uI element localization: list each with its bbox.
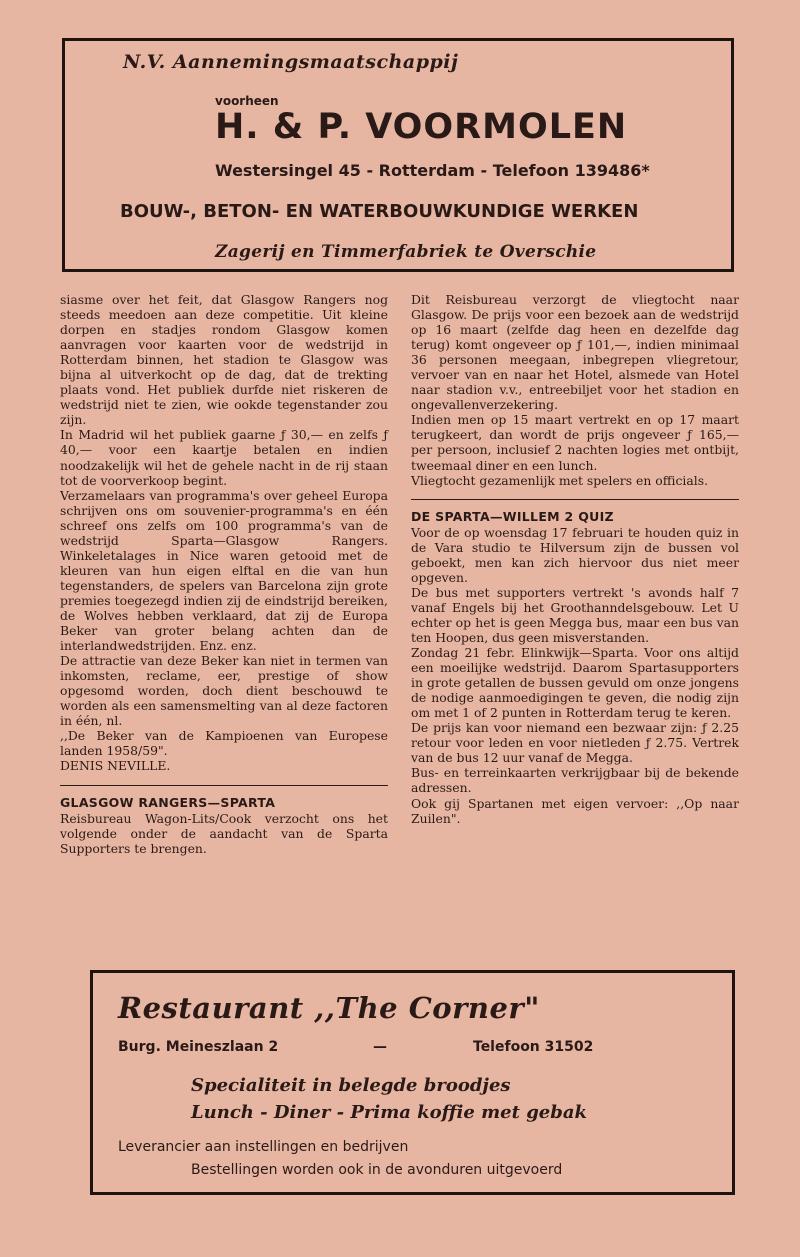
article-paragraph: siasme over het feit, dat Glasgow Rangers nog steeds meedoen aan deze competitie. Uit kleine dorpen en stadjes rondom Glasgow komen aanvragen voor kaarten voor de wedstrijd in Rotterdam binnen, het stadion te Glasgow was bijna al uitverkocht op de dag, dat de trekting plaats vond. Het publiek durfde niet riskeren de wedstrijd niet te zien, wie ookde tegenstander zou zijn. — [60, 292, 388, 428]
article-paragraph: Zondag 21 febr. Elinkwijk—Sparta. Voor ons altijd een moeilijke wedstrijd. Daarom Spartasupporters in grote getallen de bussen gevuld om onze jongens de nodige aanmoedigingen te geven, die nodig zijn om met 1 of 2 punten in Rotterdam terug te keren. — [411, 645, 739, 721]
article-paragraph: In Madrid wil het publiek gaarne ƒ 30,— en zelfs ƒ 40,— voor een kaartje betalen en indien noodzakelijk wil het de gehele nacht in de rij staan tot de voorverkoop begint. — [60, 427, 388, 488]
restaurant-advertisement — [90, 970, 735, 1195]
section-heading: DE SPARTA—WILLEM 2 QUIZ — [411, 508, 614, 524]
article-paragraph: Vliegtocht gezamenlijk met spelers en officials. — [411, 472, 709, 488]
article-paragraph: De bus met supporters vertrekt 's avonds half 7 vanaf Engels bij het Groothanndelsgebouw. Let U echter op het is geen Megga bus, maar een bus van ten Hoopen, dus geen misverstanden. — [411, 584, 739, 645]
article-author: DENIS NEVILLE. — [60, 758, 171, 774]
restaurant-specialty: Specialiteit in belegde broodjes — [191, 1075, 511, 1096]
restaurant-street: Burg. Meineszlaan 2 — [118, 1039, 279, 1055]
article-paragraph: Voor de op woensdag 17 februari te houden quiz in de Vara studio te Hilversum zijn de bussen vol geboekt, men kan zich hiervoor dus niet meer opgeven. — [411, 524, 739, 585]
article-paragraph: ,,De Beker van de Kampioenen van Europese landen 1958/59". — [60, 728, 388, 759]
article-paragraph: Dit Reisbureau verzorgt de vliegtocht naar Glasgow. De prijs voor een bezoek aan de wedstrijd op 16 maart (zelfde dag heen en dezelfde dag terug) komt ongeveer op ƒ 101,—, indien minimaal 36 personen meegaan, inbegrepen vliegretour, vervoer van en naar het Hotel, alsmede van Hotel naar stadion v.v., entreebiljet voor het stadion en ongevallenverzekering. — [411, 292, 739, 413]
restaurant-phone: Telefoon 31502 — [473, 1039, 594, 1055]
left-column — [60, 292, 388, 856]
article-paragraph: De attractie van deze Beker kan niet in termen van inkomsten, reclame, eer, prestige of show opgesomd worden, doch dient beschouwd te worden als een samensmelting van al deze factoren in één, nl. — [60, 653, 388, 729]
restaurant-supplier: Leverancier aan instellingen en bedrijven — [118, 1139, 409, 1155]
right-column — [411, 292, 739, 826]
restaurant-name: Restaurant ,,The Corner" — [118, 991, 540, 1025]
article-paragraph: Ook gij Spartanen met eigen vervoer: ,,Op naar Zuilen". — [411, 795, 739, 826]
company-type: N.V. Aannemingsmaatschappij — [123, 51, 459, 73]
firm-address: Westersingel 45 - Rotterdam - Telefoon 139486* — [215, 161, 650, 180]
divider — [411, 499, 739, 500]
section-heading: GLASGOW RANGERS—SPARTA — [60, 794, 276, 810]
firm-name: H. & P. VOORMOLEN — [215, 107, 628, 147]
firm-works: BOUW-, BETON- EN WATERBOUWKUNDIGE WERKEN — [120, 201, 639, 222]
formerly-label: voorheen — [215, 94, 279, 108]
article-paragraph: Bus- en terreinkaarten verkrijgbaar bij de bekende adressen. — [411, 765, 739, 796]
article-paragraph: Verzamelaars van programma's over geheel Europa schrijven ons om souvenier-programma's en één schreef ons zelfs om 100 programma's van de wedstrijd Sparta—Glasgow Rangers. Winkeletalages in Nice waren getooid met de kleuren van hun eigen elftal en die van hun tegenstanders, de spelers van Barcelona zijn grote premies toegezegd indien zij de eindstrijd bereiken, de Wolves hebben verklaard, dat zij de Europa Beker van groter belang achten dan de interlandwedstrijden. Enz. enz. — [60, 487, 388, 654]
voormolen-advertisement — [62, 38, 734, 272]
article-paragraph: Indien men op 15 maart vertrekt en op 17 maart terugkeert, dan wordt de prijs ongeveer ƒ 165,— per persoon, inclusief 2 nachten logies met ontbijt, tweemaal diner en een lunch. — [411, 412, 739, 473]
article-paragraph: De prijs kan voor niemand een bezwaar zijn: ƒ 2.25 retour voor leden en voor nietleden ƒ 2.75. Vertrek van de bus 12 uur vanaf de Megga. — [411, 720, 739, 766]
restaurant-dash: — — [373, 1039, 387, 1055]
restaurant-menu: Lunch - Diner - Prima koffie met gebak — [191, 1102, 587, 1123]
restaurant-orders: Bestellingen worden ook in de avonduren uitgevoerd — [191, 1162, 563, 1178]
firm-factory: Zagerij en Timmerfabriek te Overschie — [215, 242, 597, 262]
article-paragraph: Reisbureau Wagon-Lits/Cook verzocht ons het volgende onder de aandacht van de Sparta Supporters te brengen. — [60, 810, 388, 856]
divider — [60, 785, 388, 786]
